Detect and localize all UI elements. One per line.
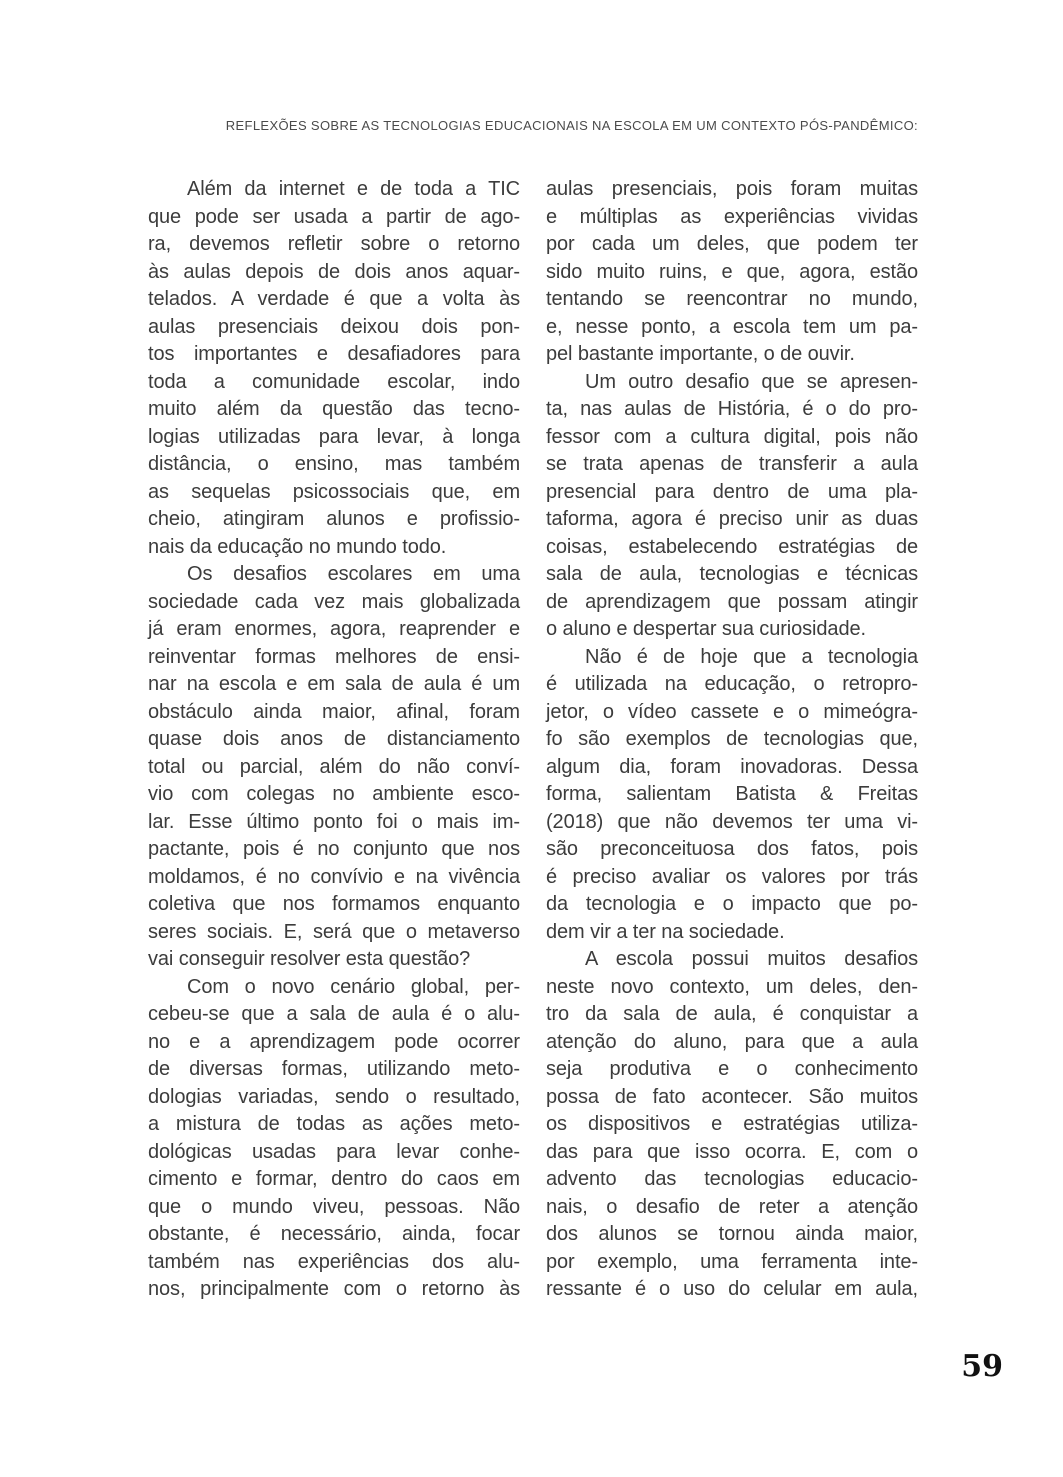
text-line: a mistura de todas as ações meto- xyxy=(148,1113,520,1135)
text-line: por cada um deles, que podem ter xyxy=(546,233,918,255)
text-line: fessor com a cultura digital, pois não xyxy=(546,425,918,448)
text-line: dológicas usadas para levar conhe- xyxy=(148,1140,520,1163)
text-line: e múltiplas as experiências vividas xyxy=(546,205,918,228)
text-body xyxy=(148,176,918,1304)
text-line: pel bastante importante, o de ouvir. xyxy=(546,343,855,365)
text-line: coletiva que nos formamos enquanto xyxy=(148,893,520,915)
text-line: nais, o desafio de reter a atenção xyxy=(546,1195,918,1218)
text-line: moldamos, é no convívio e na vivência xyxy=(148,865,520,888)
text-line: ra, devemos refletir sobre o retorno xyxy=(148,233,520,255)
text-line: presencial para dentro de uma pla- xyxy=(546,480,918,503)
text-line: que pode ser usada a partir de ago- xyxy=(148,205,520,228)
running-header: REFLEXÕES SOBRE AS TECNOLOGIAS EDUCACIONAIS NA ESCOLA EM UM CONTEXTO PÓS-PANDÊMICO: xyxy=(225,118,918,133)
text-line: telados. A verdade é que a volta às xyxy=(148,288,520,310)
text-line: tos importantes e desafiadores para xyxy=(148,343,520,365)
text-line: seja produtiva e o conhecimento xyxy=(546,1058,918,1080)
text-line: jetor, o vídeo cassete e o mimeógra- xyxy=(546,700,918,723)
text-column-left xyxy=(148,176,520,1304)
text-line: também nas experiências dos alu- xyxy=(148,1250,520,1273)
text-line: no e a aprendizagem pode ocorrer xyxy=(148,1030,520,1053)
text-line: é utilizada na educação, o retropro- xyxy=(546,673,918,695)
text-line: aulas presenciais deixou dois pon- xyxy=(148,315,520,338)
text-line: sala de aula, tecnologias e técnicas xyxy=(546,563,918,585)
text-line: das para que isso ocorra. E, com o xyxy=(546,1140,918,1163)
text-line: logias utilizadas para levar, à longa xyxy=(148,425,520,448)
text-line: toda a comunidade escolar, indo xyxy=(148,370,520,393)
text-line: Com o novo cenário global, per- xyxy=(187,975,520,998)
text-line: neste novo contexto, um deles, den- xyxy=(546,975,918,998)
text-line: dem vir a ter na sociedade. xyxy=(546,920,785,943)
text-line: taforma, agora é preciso unir as duas xyxy=(546,508,918,530)
text-line: muito além da questão das tecno- xyxy=(148,398,520,420)
text-line: forma, salientam Batista & Freitas xyxy=(546,783,918,805)
text-line: advento das tecnologias educacio- xyxy=(546,1168,918,1190)
text-line: às aulas depois de dois anos aquar- xyxy=(148,260,520,283)
text-line: obstante, é necessário, ainda, focar xyxy=(148,1223,520,1245)
text-line: de aprendizagem que possam atingir xyxy=(546,590,918,613)
text-line: distância, o ensino, mas também xyxy=(148,453,520,475)
text-line: quase dois anos de distanciamento xyxy=(148,728,520,750)
text-line: da tecnologia e o impacto que po- xyxy=(546,893,918,915)
text-line: por exemplo, uma ferramenta inte- xyxy=(546,1250,918,1273)
text-line: é preciso avaliar os valores por trás xyxy=(546,865,918,888)
text-line: Não é de hoje que a tecnologia xyxy=(585,645,918,668)
text-line: nais da educação no mundo todo. xyxy=(148,535,447,558)
text-line: nos, principalmente com o retorno às xyxy=(148,1278,520,1300)
text-line: tentando se reencontrar no mundo, xyxy=(546,288,918,310)
text-line: que o mundo viveu, pessoas. Não xyxy=(148,1195,520,1218)
text-line: pactante, pois é no conjunto que nos xyxy=(148,838,520,860)
text-line: ressante é o uso do celular em aula, xyxy=(546,1278,918,1300)
text-line: aulas presenciais, pois foram muitas xyxy=(546,178,918,200)
text-line: sido muito ruins, e que, agora, estão xyxy=(546,260,918,283)
text-line: cheio, atingiram alunos e profissio- xyxy=(148,508,520,530)
text-line: sociedade cada vez mais globalizada xyxy=(148,590,520,613)
text-line: total ou parcial, além do não conví- xyxy=(148,755,520,778)
text-line: lar. Esse último ponto foi o mais im- xyxy=(148,810,520,833)
text-line: vai conseguir resolver esta questão? xyxy=(148,948,471,970)
text-line: as sequelas psicossociais que, em xyxy=(148,480,520,503)
text-line: o aluno e despertar sua curiosidade. xyxy=(546,618,866,640)
text-line: Além da internet e de toda a TIC xyxy=(187,178,520,200)
text-line: ta, nas aulas de História, é o do pro- xyxy=(546,398,918,420)
text-line: coisas, estabelecendo estratégias de xyxy=(546,535,918,558)
text-line: vio com colegas no ambiente esco- xyxy=(148,783,520,805)
text-line: cimento e formar, dentro do caos em xyxy=(148,1168,520,1190)
text-line: seres sociais. E, será que o metaverso xyxy=(148,920,520,943)
text-line: reinventar formas melhores de ensi- xyxy=(148,645,520,668)
text-line: cebeu-se que a sala de aula é o alu- xyxy=(148,1003,520,1025)
page-number: 59 xyxy=(961,1349,1003,1384)
text-line: nar na escola e em sala de aula é um xyxy=(148,673,520,695)
text-line: obstáculo ainda maior, afinal, foram xyxy=(148,700,520,723)
text-line: os dispositivos e estratégias utiliza- xyxy=(546,1113,918,1135)
text-column-right xyxy=(546,176,918,1304)
text-line: se trata apenas de transferir a aula xyxy=(546,453,918,475)
text-line: dos alunos se tornou ainda maior, xyxy=(546,1223,918,1245)
text-line: e, nesse ponto, a escola tem um pa- xyxy=(546,315,918,338)
text-line: são preconceituosa dos fatos, pois xyxy=(546,838,918,860)
text-line: algum dia, foram inovadoras. Dessa xyxy=(546,755,918,778)
text-line: (2018) que não devemos ter uma vi- xyxy=(546,810,918,833)
text-line: dologias variadas, sendo o resultado, xyxy=(148,1085,520,1108)
text-line: Um outro desafio que se apresen- xyxy=(585,370,918,393)
text-line: Os desafios escolares em uma xyxy=(187,563,520,585)
text-line: possa de fato acontecer. São muitos xyxy=(546,1085,918,1108)
text-line: tro da sala de aula, é conquistar a xyxy=(546,1003,918,1025)
text-line: atenção do aluno, para que a aula xyxy=(546,1030,918,1053)
text-line: fo são exemplos de tecnologias que, xyxy=(546,728,918,750)
text-line: de diversas formas, utilizando meto- xyxy=(148,1058,520,1080)
text-line: já eram enormes, agora, reaprender e xyxy=(148,618,520,640)
text-line: A escola possui muitos desafios xyxy=(585,948,918,970)
